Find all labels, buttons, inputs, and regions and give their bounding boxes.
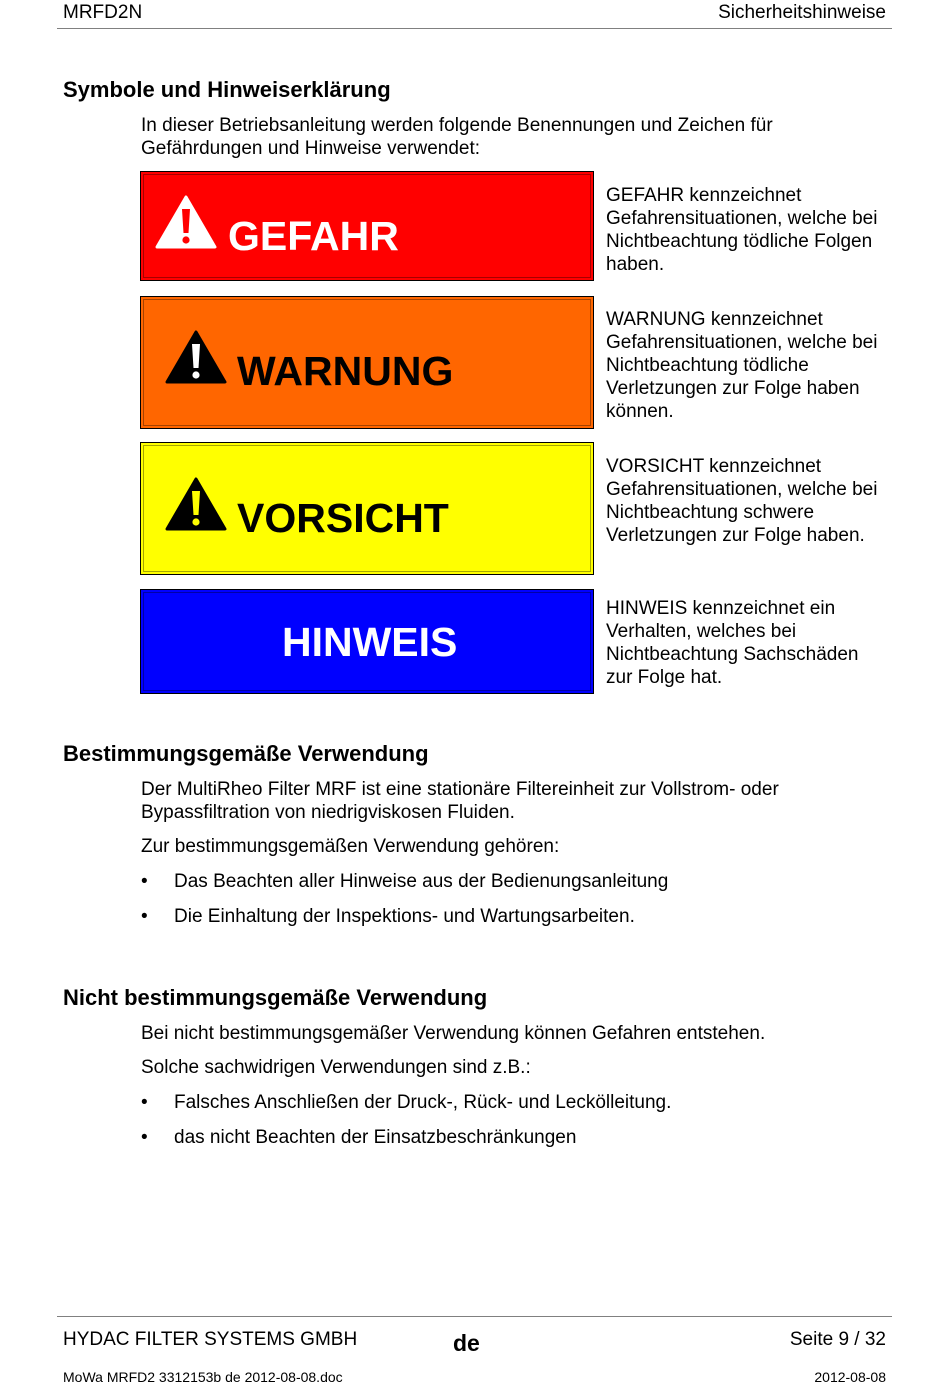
footer-language: de: [453, 1330, 480, 1356]
bullet-icon: •: [141, 871, 148, 892]
list-item-text: Falsches Anschließen der Druck-, Rück- und Leckölleitung.: [174, 1092, 672, 1113]
section-title-symbols: Symbole und Hinweiserklärung: [63, 77, 391, 102]
warning-triangle-icon: [165, 330, 227, 384]
improper-use-text: Bei nicht bestimmungsgemäßer Verwendung können Gefahren entstehen.: [141, 1023, 766, 1044]
footer-document-name: MoWa MRFD2 3312153b de 2012-08-08.doc: [63, 1369, 343, 1385]
footer-company: HYDAC FILTER SYSTEMS GMBH: [63, 1329, 358, 1350]
header-left: MRFD2N: [63, 2, 143, 23]
bullet-icon: •: [141, 1092, 148, 1113]
sign-label-warning: WARNUNG: [237, 348, 454, 394]
sign-caution: [140, 442, 594, 575]
footer-page-number: Seite 9 / 32: [789, 1329, 886, 1350]
list-item-text: das nicht Beachten der Einsatzbeschränkungen: [174, 1127, 577, 1148]
sign-danger: [140, 171, 594, 281]
sign-description-caution: VORSICHT kennzeichnet Gefahrensituationen, welche bei Nichtbeachtung schwere Verletzungen zur Folge haben.: [606, 456, 878, 546]
sign-description-warning: WARNUNG kennzeichnet Gefahrensituationen, welche bei Nichtbeachtung tödliche Verletzungen zur Folge haben können.: [606, 309, 878, 422]
warning-triangle-icon: [155, 195, 217, 249]
sign-warning: [140, 296, 594, 429]
bullet-icon: •: [141, 906, 148, 927]
header-right: Sicherheitshinweise: [718, 2, 886, 23]
sign-label-danger: GEFAHR: [228, 213, 399, 259]
bullet-icon: •: [141, 1127, 148, 1148]
footer-divider: [57, 1316, 892, 1317]
list-item-text: Das Beachten aller Hinweise aus der Bedienungsanleitung: [174, 871, 669, 892]
warning-triangle-icon: [165, 477, 227, 531]
intended-use-lead: Zur bestimmungsgemäßen Verwendung gehören:: [141, 836, 560, 857]
sign-description-notice: HINWEIS kennzeichnet ein Verhalten, welches bei Nichtbeachtung Sachschäden zur Folge hat.: [606, 598, 859, 688]
intro-text: In dieser Betriebsanleitung werden folgende Benennungen und Zeichen für Gefährdungen und Hinweise verwendet:: [141, 115, 773, 159]
section-title-intended-use: Bestimmungsgemäße Verwendung: [63, 741, 429, 766]
section-title-improper-use: Nicht bestimmungsgemäße Verwendung: [63, 985, 488, 1010]
intended-use-text: Der MultiRheo Filter MRF ist eine stationäre Filtereinheit zur Vollstrom- oder Bypassfiltration von niedrigviskosen Fluiden.: [141, 779, 779, 823]
sign-label-caution: VORSICHT: [237, 495, 449, 541]
page-header: [63, 2, 886, 28]
sign-label-notice: HINWEIS: [282, 619, 458, 665]
sign-description-danger: GEFAHR kennzeichnet Gefahrensituationen, welche bei Nichtbeachtung tödliche Folgen haben.: [606, 185, 878, 275]
header-divider: [57, 28, 892, 29]
footer-date: 2012-08-08: [814, 1369, 886, 1385]
sign-notice: [140, 589, 594, 694]
improper-use-lead: Solche sachwidrigen Verwendungen sind z.B.:: [141, 1057, 531, 1078]
list-item-text: Die Einhaltung der Inspektions- und Wartungsarbeiten.: [174, 906, 635, 927]
